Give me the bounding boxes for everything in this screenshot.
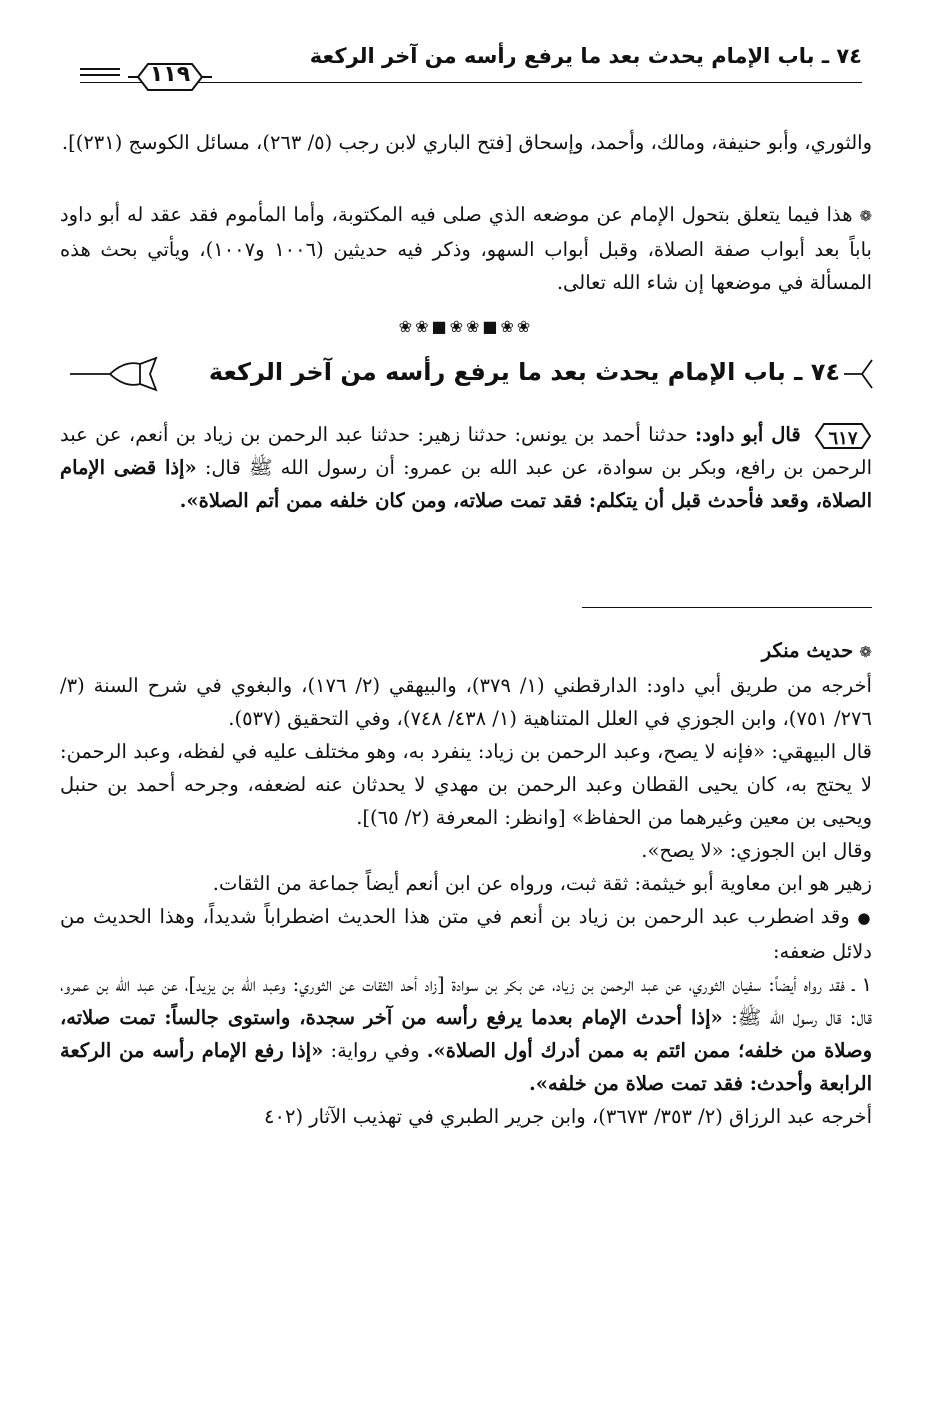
- quoted-matn: «إذا رفع الإمام رأسه من الركعة الرابعة وأحدث: فقد تمت صلاة من خلفه».: [60, 1039, 872, 1095]
- page-number: ١١٩: [149, 62, 191, 87]
- banner-ornament-right-icon: [844, 354, 874, 394]
- note-text: هذا فيما يتعلق بتحول الإمام عن موضعه الذي صلى فيه المكتوبة، وأما المأموم فقد عقد له أبو داود باباً بعد أبواب صفة الصلاة، وقبل أبواب السهو، وذكر فيه حديثين (١٠٠٦ و١٠٠٧)، ويأتي بحث هذه المسألة في موضعها إن شاء الله تعالى.: [60, 203, 872, 294]
- running-header: [80, 38, 862, 100]
- banner-ornament-left-icon: [70, 354, 160, 394]
- paragraph: أخرجه عبد الرزاق (٢/ ٣٥٣/ ٣٦٧٣)، وابن جرير الطبري في تهذيب الآثار (٤٠٢: [264, 1105, 872, 1128]
- running-title: ٧٤ ـ باب الإمام يحدث بعد ما يرفع رأسه من آخر الركعة: [309, 44, 862, 68]
- commentary: [60, 634, 872, 1133]
- hadith-isnad: حدثنا أحمد بن يونس: حدثنا زهير: حدثنا عبد الرحمن بن زياد بن أنعم، عن عبد الرحمن بن رافع، وبكر بن سوادة، عن عبد الله بن عمرو: أن رسول الله ﷺ قال:: [60, 423, 872, 479]
- footnote-divider: [582, 607, 872, 608]
- paragraph-text: وقد اضطرب عبد الرحمن بن زياد بن أنعم في متن هذا الحديث اضطراباً شديداً، وهذا الحديث من دلائل ضعفه:: [60, 905, 872, 963]
- paragraph: [60, 968, 872, 1100]
- paragraph: [60, 198, 872, 299]
- hadith-text: [60, 418, 872, 517]
- continued-paragraph: [60, 126, 872, 159]
- flower-bullet-icon: ❁: [859, 643, 872, 661]
- paragraph: وقال ابن الجوزي: «لا يصح».: [641, 839, 872, 862]
- hadith-matn: «إذا قضى الإمام الصلاة، وقعد فأحدث قبل أن يتكلم: فقد تمت صلاته، ومن كان خلفه ممن أتم الصلاة».: [60, 456, 872, 512]
- paragraph: والثوري، وأبو حنيفة، ومالك، وأحمد، وإسحاق [فتح الباري لابن رجب (٥/ ٢٦٣)، مسائل الكوسج (٢٣١)].: [61, 131, 872, 154]
- circle-bullet-icon: ●: [857, 909, 873, 927]
- hadith-number: ٦١٧: [828, 427, 858, 449]
- hadith-grade: حديث منكر: [761, 639, 854, 662]
- paragraph: زهير هو ابن معاوية أبو خيثمة: ثقة ثبت، ورواه عن ابن أنعم أيضاً جماعة من الثقات.: [212, 872, 872, 895]
- point-lead: ١ ـ فقد رواه أيضاً: سفيان الثوري، عن عبد الرحمن بن زياد، عن بكر بن سوادة [زاد أحد الثقات عن الثوري: وعبد الله بن يزيد]، عن عبد الله بن عمرو، قال: قال رسول الله ﷺ:: [60, 973, 872, 1029]
- hadith-number-frame: [814, 421, 872, 451]
- paragraph: أخرجه من طريق أبي داود: الدارقطني (١/ ٣٧٩)، والبيهقي (٢/ ١٧٦)، والبغوي في شرح السنة (٣/ ٢٧٦/ ٧٥١)، وابن الجوزي في العلل المتناهية (١/ ٤٣٨/ ٧٤٨)، وفي التحقيق (٥٣٧).: [60, 674, 872, 730]
- hadith-paragraph: [60, 418, 872, 517]
- note-paragraph: [60, 198, 872, 299]
- flower-bullet-icon: ❁: [859, 207, 873, 225]
- paragraph: [60, 900, 872, 968]
- grade-line: [60, 634, 872, 669]
- paragraph: قال البيهقي: «فإنه لا يصح، وعبد الرحمن بن زياد: ينفرد به، وهو مختلف عليه في لفظه، وعبد الرحمن: لا يحتج به، كان يحيى القطان وعبد الرحمن بن مهدي لا يحدثان عنه لضعفه، وجرحه أحمد بن حنبل ويحيى بن معين وغيرهما من الحفاظ» [وانظر: المعرفة (٢/ ٦٥)].: [60, 740, 872, 829]
- hadith-intro: قال أبو داود:: [695, 423, 801, 446]
- header-ornament-left: [80, 68, 120, 76]
- page-number-frame: [128, 60, 212, 94]
- quoted-matn: «إذا أحدث الإمام بعدما يرفع رأسه من آخر سجدة، واستوى جالساً: تمت صلاته، وصلاة من خلفه؛ ممن ائتم به ممن أدرك أول الصلاة».: [60, 1006, 872, 1062]
- chapter-title: ٧٤ ـ باب الإمام يحدث بعد ما يرفع رأسه من آخر الركعة: [208, 358, 840, 386]
- point-mid: وفي رواية:: [330, 1039, 420, 1062]
- section-separator-ornament: ❀❀■❀❀■❀❀: [398, 317, 534, 336]
- chapter-banner: [70, 352, 874, 398]
